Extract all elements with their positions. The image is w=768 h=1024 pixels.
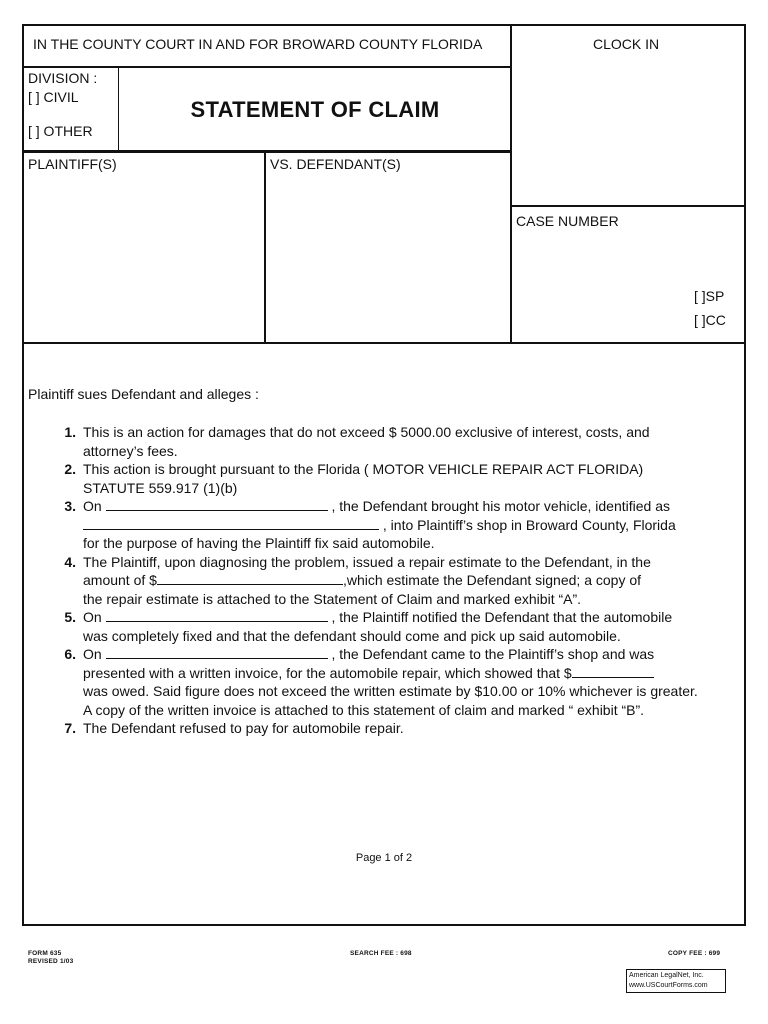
civil-checkbox-label[interactable]: [ ] CIVIL [28,89,79,105]
claims-list [56,423,706,738]
sp-checkbox-label[interactable]: [ ]SP [694,288,725,304]
claim-text: , the Defendant came to the Plaintiff’s shop and was [331,646,655,662]
title-row-rule [22,150,512,153]
claim-text: The Plaintiff, upon diagnosing the problem, issued a repair estimate to the Defendant, in the [83,553,651,570]
claim-text: the repair estimate is attached to the Statement of Claim and marked exhibit “A”. [83,590,582,607]
claim-item-6 [56,645,706,719]
claim-text: This is an action for damages that do not exceed $ 5000.00 exclusive of interest, costs, and attorney’s fees. [83,424,650,459]
claim-number: 2. [64,461,76,477]
claim-text: STATUTE 559.917 (1)(b) [83,479,238,496]
date-blank[interactable] [106,609,328,622]
claim-text: On [83,498,102,514]
revised-date: REVISED 1/03 [28,958,74,965]
page-number: Page 1 of 2 [355,852,413,864]
claim-number: 1. [64,424,76,440]
vehicle-id-blank[interactable] [83,517,379,530]
amount-owed-blank[interactable] [572,665,654,678]
form-number: FORM 635 [28,950,62,957]
claim-number: 3. [64,498,76,514]
claim-text: was owed. Said figure does not exceed the written estimate by $10.00 or 10% whichever is greater. A copy of the written invoice is attached to this statement of claim and marked “ exhibit “B”. [83,683,698,718]
claim-text: amount of $ [83,572,157,588]
claim-text: This action is brought pursuant to the Florida ( MOTOR VEHICLE REPAIR ACT FLORIDA) [83,461,644,477]
cc-checkbox-label[interactable]: [ ]CC [694,312,726,328]
date-blank[interactable] [106,646,328,659]
document-title: STATEMENT OF CLAIM [190,97,440,122]
division-block [28,69,97,107]
claim-text: On [83,646,102,662]
claim-number: 7. [64,720,76,736]
claim-item-4 [56,553,706,609]
party-divider [264,152,266,344]
outer-border-bottom [22,924,746,926]
caption-bottom-rule [22,342,746,344]
publisher-website[interactable]: www.USCourtForms.com [629,982,708,989]
court-heading: IN THE COUNTY COURT IN AND FOR BROWARD COUNTY FLORIDA [33,36,483,52]
claim-number: 5. [64,609,76,625]
claim-text: ,which estimate the Defendant signed; a copy of [342,572,642,588]
court-row-rule [22,66,512,68]
claim-text: , the Defendant brought his motor vehicle, identified as [331,498,671,514]
claim-text: , the Plaintiff notified the Defendant that the automobile [331,609,673,625]
division-divider [118,66,119,152]
claim-text: was completely fixed and that the defendant should come and pick up said automobile. [83,627,621,644]
other-checkbox-label[interactable]: [ ] OTHER [28,123,93,139]
estimate-amount-blank[interactable] [157,572,343,585]
plaintiff-label: PLAINTIFF(S) [28,156,117,172]
date-blank[interactable] [106,498,328,511]
claim-text: for the purpose of having the Plaintiff fix said automobile. [83,535,435,551]
outer-border-top [22,24,746,26]
claim-item-3 [56,497,706,553]
intro-text: Plaintiff sues Defendant and alleges : [28,386,259,402]
copy-fee: COPY FEE : 699 [668,950,721,957]
publisher-name: American LegalNet, Inc. [629,972,704,979]
claim-number: 4. [64,553,76,570]
outer-border-left [22,24,24,926]
claim-text: , into Plaintiff’s shop in Broward County, Florida [382,516,676,533]
claim-text: On [83,609,102,625]
claim-item-7 [56,719,706,738]
claim-number: 6. [64,646,76,662]
outer-border-right [744,24,746,926]
case-number-label: CASE NUMBER [516,213,619,229]
clock-in-divider [510,24,512,344]
case-number-rule [510,205,746,207]
claim-item-2 [56,460,706,497]
division-label: DIVISION : [28,70,98,86]
defendant-label: VS. DEFENDANT(S) [270,156,401,172]
claim-text: presented with a written invoice, for the automobile repair, which showed that $ [83,664,572,681]
claim-item-1 [56,423,706,460]
clock-in-label: CLOCK IN [593,36,660,52]
publisher-box [626,969,726,993]
search-fee: SEARCH FEE : 698 [350,950,412,957]
claim-item-5 [56,608,706,645]
claim-text: The Defendant refused to pay for automobile repair. [83,720,404,736]
form-info [28,950,73,966]
